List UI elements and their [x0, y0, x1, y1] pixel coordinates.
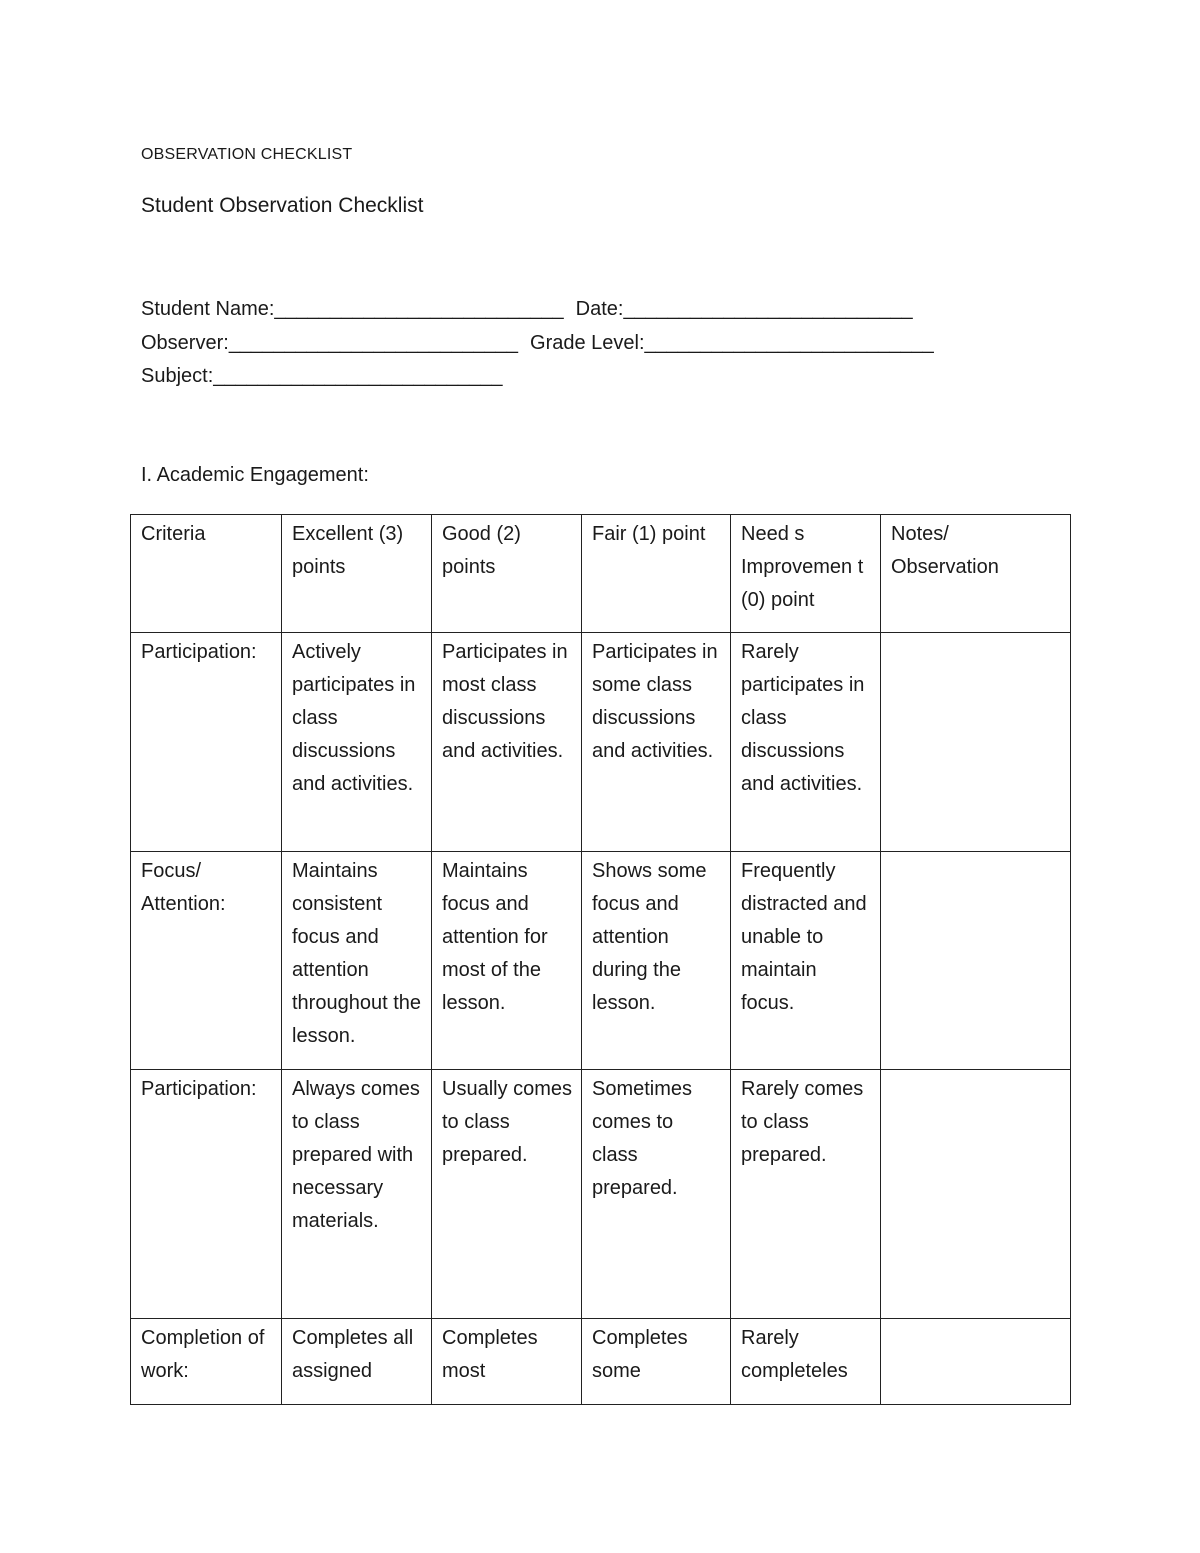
cell-needs-improvement: Rarely participates in class discussions and activities. — [731, 633, 881, 852]
cell-criteria: Participation: — [131, 633, 282, 852]
cell-good: Completes most — [432, 1319, 582, 1405]
cell-fair: Participates in some class discussions and activities. — [582, 633, 731, 852]
table-header-row — [131, 515, 1071, 633]
subject-blank[interactable]: __________________________ — [213, 365, 503, 387]
observer-blank[interactable]: __________________________ — [228, 332, 519, 354]
date-blank[interactable]: __________________________ — [623, 298, 913, 320]
cell-good: Usually comes to class prepared. — [432, 1070, 582, 1319]
cell-good: Participates in most class discussions and activities. — [432, 633, 582, 852]
table-row — [131, 1070, 1071, 1319]
cell-needs-improvement: Rarely comes to class prepared. — [731, 1070, 881, 1319]
cell-notes[interactable] — [881, 633, 1071, 852]
cell-needs-improvement: Rarely completeles — [731, 1319, 881, 1405]
cell-needs-improvement: Frequently distracted and unable to maintain focus. — [731, 852, 881, 1070]
cell-notes[interactable] — [881, 1319, 1071, 1405]
student-name-blank[interactable]: __________________________ — [274, 298, 564, 320]
table-row — [131, 852, 1071, 1070]
cell-criteria: Focus/ Attention: — [131, 852, 282, 1070]
header-fair: Fair (1) point — [582, 515, 731, 633]
student-name-label: Student Name: — [141, 298, 275, 320]
cell-excellent: Actively participates in class discussions and activities. — [282, 633, 432, 852]
cell-fair: Completes some — [582, 1319, 731, 1405]
grade-level-label: Grade Level: — [530, 332, 645, 354]
cell-criteria: Participation: — [131, 1070, 282, 1319]
header-criteria: Criteria — [131, 515, 282, 633]
section-title: I. Academic Engagement: — [141, 464, 369, 486]
cell-notes[interactable] — [881, 1070, 1071, 1319]
document-heading: OBSERVATION CHECKLIST — [141, 146, 353, 163]
cell-fair: Sometimes comes to class prepared. — [582, 1070, 731, 1319]
document-title: Student Observation Checklist — [141, 194, 424, 217]
header-needs-improvement: Need s Improvemen t (0) point — [731, 515, 881, 633]
date-label: Date: — [575, 298, 624, 320]
cell-fair: Shows some focus and attention during the lesson. — [582, 852, 731, 1070]
cell-excellent: Maintains consistent focus and attention throughout the lesson. — [282, 852, 432, 1070]
field-row-observer-grade — [141, 331, 934, 355]
header-excellent: Excellent (3) points — [282, 515, 432, 633]
cell-excellent: Always comes to class prepared with necessary materials. — [282, 1070, 432, 1319]
cell-good: Maintains focus and attention for most of the lesson. — [432, 852, 582, 1070]
header-notes: Notes/ Observation — [881, 515, 1071, 633]
table-row — [131, 633, 1071, 852]
subject-label: Subject: — [141, 365, 214, 387]
cell-excellent: Completes all assigned — [282, 1319, 432, 1405]
rubric-table — [130, 514, 1071, 1405]
table-row — [131, 1319, 1071, 1405]
cell-criteria: Completion of work: — [131, 1319, 282, 1405]
cell-notes[interactable] — [881, 852, 1071, 1070]
header-good: Good (2) points — [432, 515, 582, 633]
field-row-name-date — [141, 297, 913, 321]
field-row-subject — [141, 364, 502, 388]
observer-label: Observer: — [141, 332, 229, 354]
grade-level-blank[interactable]: __________________________ — [644, 332, 934, 354]
